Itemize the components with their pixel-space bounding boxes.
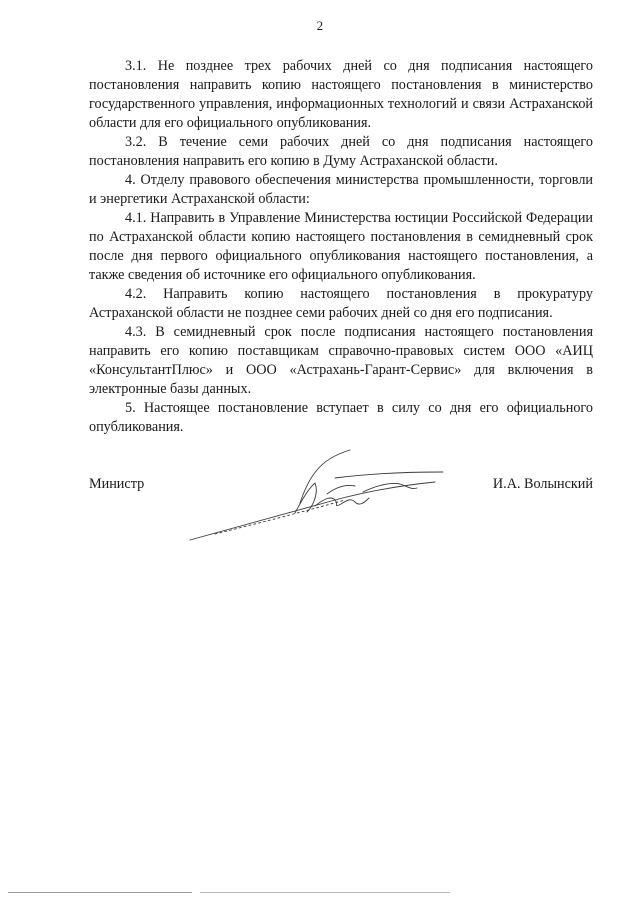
paragraph-4-2: 4.2. Направить копию настоящего постановления в прокуратуру Астраханской области не позднее семи рабочих дней со дня его подписания. xyxy=(89,286,593,321)
footer-rule xyxy=(8,892,192,893)
paragraph-4-3: 4.3. В семидневный срок после подписания настоящего постановления направить его копию поставщикам справочно-правовых систем ООО «АИЦ «КонсультантПлюс» и ООО «Астрахань-Гарант-Сервис» для включения в электронные базы данных. xyxy=(89,324,593,397)
handwritten-signature xyxy=(185,448,445,548)
paragraph-3-1: 3.1. Не позднее трех рабочих дней со дня подписания настоящего постановления направить копию настоящего постановления в министерство государственного управления, информационных технологий и связи Астраханской области для его официального опубликования. xyxy=(89,58,593,131)
signatory-name: И.А. Волынский xyxy=(492,476,593,492)
paragraph-3-2: 3.2. В течение семи рабочих дней со дня подписания настоящего постановления направить его копию в Думу Астраханской области. xyxy=(89,134,593,169)
document-body xyxy=(89,57,593,437)
paragraph-5: 5. Настоящее постановление вступает в силу со дня его официального опубликования. xyxy=(89,400,593,435)
signatory-title: Министр xyxy=(89,476,145,492)
paragraph-4: 4. Отделу правового обеспечения министерства промышленности, торговли и энергетики Астраханской области: xyxy=(89,172,593,207)
paragraph-4-1: 4.1. Направить в Управление Министерства юстиции Российской Федерации по Астраханской области копию настоящего постановления в семидневный срок после дня первого официального опубликования настоящего постановления, а также сведения об источнике его официального опубликования. xyxy=(89,210,593,283)
page-number: 2 xyxy=(316,18,324,33)
footer-rule-faint xyxy=(200,892,450,893)
